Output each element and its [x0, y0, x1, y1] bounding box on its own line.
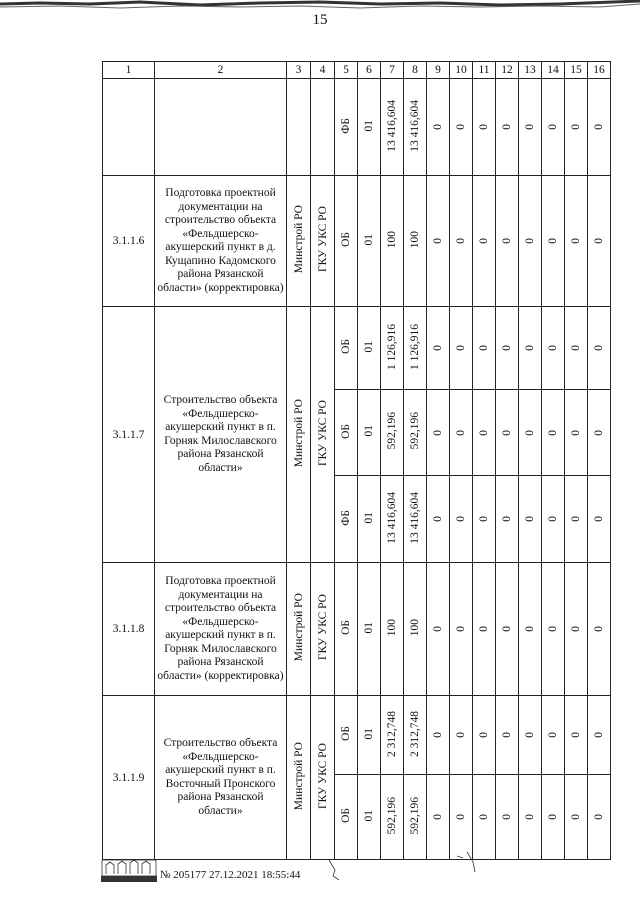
header-cell [155, 62, 287, 79]
zero-cell [427, 176, 450, 307]
header-cell-text: 8 [412, 64, 418, 76]
amount-cell [404, 696, 427, 775]
executor-cell [311, 79, 335, 176]
header-cell-text: 10 [455, 64, 467, 76]
zero-cell-text: 0 [478, 814, 490, 820]
amount-cell-text: 100 [409, 230, 421, 249]
zero-cell-text: 0 [547, 124, 559, 130]
source-cell-text: ОБ [340, 423, 352, 439]
zero-cell-text: 0 [455, 429, 467, 436]
amount-cell-text: 592,196 [409, 796, 421, 835]
table-row [103, 79, 611, 176]
amount-cell-text: 1 126,916 [386, 323, 398, 370]
zero-cell-text: 0 [524, 516, 536, 522]
amount-cell-text: 1 126,916 [409, 323, 421, 370]
zero-cell-text: 0 [432, 124, 444, 130]
government-emblem [100, 856, 158, 884]
item-description-text: Строительство объекта «Фельдшерско-акушерский пункт в п. Горняк Милославского района Рязанской области» [163, 394, 278, 474]
zero-cell-text: 0 [547, 238, 559, 244]
zero-cell [496, 390, 519, 476]
zero-cell-text: 0 [593, 814, 605, 820]
source-cell [335, 390, 358, 476]
header-cell-text: 16 [593, 64, 605, 76]
zero-cell [588, 476, 611, 563]
desc-cell [155, 79, 287, 176]
zero-cell-text: 0 [478, 429, 490, 436]
source-cell [335, 563, 358, 696]
kbk-cell-text: 01 [363, 340, 375, 353]
amount-cell [381, 563, 404, 696]
table-row [103, 563, 611, 696]
amount-cell-text: 592,196 [409, 412, 421, 450]
source-cell [335, 176, 358, 307]
zero-cell-text: 0 [478, 238, 490, 244]
responsible-cell [287, 79, 311, 176]
kbk-cell-text: 01 [363, 727, 375, 740]
amount-cell [381, 476, 404, 563]
executor-cell [311, 176, 335, 307]
kbk-cell-text: 01 [363, 425, 375, 437]
zero-cell-text: 0 [547, 429, 559, 436]
zero-cell-text: 0 [547, 626, 559, 632]
header-cell [588, 62, 611, 79]
source-cell [335, 307, 358, 390]
zero-cell-text: 0 [432, 814, 444, 820]
kbk-cell-text: 01 [363, 233, 375, 246]
zero-cell [427, 307, 450, 390]
zero-cell [450, 476, 473, 563]
zero-cell-text: 0 [455, 238, 467, 244]
kbk-cell [358, 176, 381, 307]
header-cell-text: 11 [478, 64, 490, 76]
source-cell [335, 775, 358, 860]
zero-cell-text: 0 [478, 626, 490, 632]
zero-cell-text: 0 [570, 732, 582, 738]
zero-cell [565, 79, 588, 176]
item-description [155, 696, 287, 860]
zero-cell [473, 563, 496, 696]
item-description-text: Подготовка проектной документации на строительство объекта «Фельдшерско-акушерский пункт в д. Кущапино Кадомского района Рязанской области» (корректировка) [157, 187, 284, 294]
zero-cell-text: 0 [501, 814, 513, 820]
header-cell [565, 62, 588, 79]
zero-cell-text: 0 [524, 814, 536, 820]
zero-cell-text: 0 [432, 732, 444, 738]
executor-cell [311, 563, 335, 696]
amount-cell-text: 13 416,604 [386, 491, 398, 544]
pen-mark [455, 850, 485, 880]
zero-cell [565, 307, 588, 390]
zero-cell [473, 390, 496, 476]
zero-cell [427, 563, 450, 696]
header-cell [311, 62, 335, 79]
item-description-text: Подготовка проектной документации на строительство объекта «Фельдшерско-акушерский пункт в п. Горняк Милославского района Рязанской области» (корректировка) [157, 575, 284, 682]
item-code-text: 3.1.1.7 [112, 428, 145, 441]
header-cell [287, 62, 311, 79]
zero-cell-text: 0 [478, 732, 490, 738]
zero-cell [519, 79, 542, 176]
zero-cell [473, 476, 496, 563]
amount-cell [404, 476, 427, 563]
zero-cell-text: 0 [593, 732, 605, 738]
zero-cell [496, 79, 519, 176]
header-cell-text: 3 [295, 64, 302, 76]
executor-cell [311, 696, 335, 860]
header-cell-text: 4 [319, 64, 326, 76]
zero-cell [542, 307, 565, 390]
header-cell-text: 2 [217, 64, 224, 76]
item-description [155, 563, 287, 696]
header-cell-text: 14 [547, 64, 559, 76]
zero-cell [427, 696, 450, 775]
amount-cell-text: 13 416,604 [386, 99, 398, 152]
kbk-cell-text: 01 [363, 621, 375, 634]
zero-cell [427, 476, 450, 563]
header-cell-text: 1 [125, 64, 132, 76]
amount-cell [381, 307, 404, 390]
executor-cell-text: ГКУ УКС РО [316, 399, 329, 467]
zero-cell-text: 0 [570, 124, 582, 130]
source-cell-text: ФБ [340, 117, 352, 134]
zero-cell [588, 176, 611, 307]
zero-cell [542, 176, 565, 307]
header-cell [358, 62, 381, 79]
responsible-cell-text: Минстрой РО [292, 398, 305, 468]
zero-cell-text: 0 [432, 345, 444, 351]
zero-cell-text: 0 [570, 516, 582, 522]
zero-cell [588, 696, 611, 775]
item-description [155, 307, 287, 563]
amount-cell [404, 79, 427, 176]
zero-cell-text: 0 [478, 516, 490, 522]
zero-cell-text: 0 [501, 732, 513, 738]
zero-cell [542, 696, 565, 775]
amount-cell-text: 2 312,748 [409, 710, 421, 757]
amount-cell-text: 592,196 [386, 796, 398, 835]
amount-cell [381, 390, 404, 476]
header-cell [103, 62, 155, 79]
zero-cell [588, 307, 611, 390]
responsible-cell [287, 696, 311, 860]
item-code [103, 307, 155, 563]
zero-cell-text: 0 [570, 626, 582, 632]
source-cell-text: ОБ [340, 620, 352, 635]
amount-cell-text: 592,196 [386, 412, 398, 450]
header-cell [381, 62, 404, 79]
zero-cell [565, 775, 588, 860]
zero-cell [496, 176, 519, 307]
kbk-cell-text: 01 [363, 511, 375, 524]
zero-cell [427, 775, 450, 860]
zero-cell-text: 0 [432, 626, 444, 632]
registration-stamp: № 205177 27.12.2021 18:55:44 [160, 869, 301, 881]
zero-cell-text: 0 [501, 516, 513, 522]
zero-cell [519, 176, 542, 307]
kbk-cell [358, 696, 381, 775]
executor-cell [311, 307, 335, 563]
source-cell [335, 79, 358, 176]
header-cell-text: 12 [501, 64, 513, 76]
item-code-text: 3.1.1.8 [112, 623, 145, 635]
zero-cell-text: 0 [570, 814, 582, 820]
zero-cell-text: 0 [432, 516, 444, 522]
footer [100, 856, 520, 886]
zero-cell [496, 307, 519, 390]
zero-cell-text: 0 [593, 516, 605, 522]
code-cell [103, 79, 155, 176]
header-cell-text: 13 [524, 64, 536, 76]
amount-cell-text: 13 416,604 [409, 99, 421, 152]
source-cell-text: ОБ [340, 232, 352, 247]
executor-cell-text: ГКУ УКС РО [316, 742, 329, 810]
zero-cell-text: 0 [501, 429, 513, 436]
zero-cell [519, 696, 542, 775]
amount-cell [381, 79, 404, 176]
zero-cell-text: 0 [547, 814, 559, 820]
responsible-cell-text: Минстрой РО [292, 205, 305, 274]
amount-cell [404, 563, 427, 696]
table-row [103, 696, 611, 775]
amount-cell [404, 307, 427, 390]
item-code [103, 563, 155, 696]
header-cell [519, 62, 542, 79]
zero-cell [542, 775, 565, 860]
zero-cell [450, 563, 473, 696]
executor-cell-text: ГКУ УКС РО [316, 206, 329, 273]
zero-cell [588, 775, 611, 860]
zero-cell [496, 696, 519, 775]
header-cell [496, 62, 519, 79]
zero-cell-text: 0 [501, 345, 513, 351]
amount-cell [381, 775, 404, 860]
zero-cell-text: 0 [432, 429, 444, 436]
zero-cell [450, 390, 473, 476]
header-cell [404, 62, 427, 79]
zero-cell-text: 0 [478, 124, 490, 130]
zero-cell-text: 0 [455, 345, 467, 351]
item-description-text: Строительство объекта «Фельдшерско-акушерский пункт в п. Восточный Пронского района Рязанской области» [163, 737, 278, 817]
zero-cell [565, 476, 588, 563]
kbk-cell [358, 476, 381, 563]
amount-cell [404, 390, 427, 476]
item-code [103, 696, 155, 860]
zero-cell [565, 696, 588, 775]
zero-cell [542, 563, 565, 696]
zero-cell-text: 0 [570, 429, 582, 436]
zero-cell [519, 476, 542, 563]
header-cell [427, 62, 450, 79]
source-cell-text: ОБ [340, 808, 352, 823]
zero-cell [450, 307, 473, 390]
zero-cell [496, 775, 519, 860]
zero-cell [450, 79, 473, 176]
zero-cell-text: 0 [524, 429, 536, 436]
source-cell [335, 696, 358, 775]
amount-cell [381, 696, 404, 775]
zero-cell-text: 0 [455, 124, 467, 130]
amount-cell [404, 176, 427, 307]
zero-cell [496, 476, 519, 563]
zero-cell-text: 0 [524, 124, 536, 130]
item-description [155, 176, 287, 307]
source-cell [335, 476, 358, 563]
zero-cell-text: 0 [524, 732, 536, 738]
zero-cell-text: 0 [593, 238, 605, 244]
kbk-cell-text: 01 [363, 809, 375, 822]
zero-cell [542, 79, 565, 176]
zero-cell [450, 775, 473, 860]
zero-cell [542, 390, 565, 476]
zero-cell [473, 696, 496, 775]
amount-cell-text: 100 [386, 618, 398, 637]
zero-cell [565, 563, 588, 696]
zero-cell-text: 0 [524, 345, 536, 351]
source-cell-text: ОБ [340, 726, 352, 741]
zero-cell-text: 0 [593, 626, 605, 632]
header-cell-text: 6 [366, 64, 372, 76]
responsible-cell-text: Минстрой РО [292, 741, 305, 811]
responsible-cell [287, 176, 311, 307]
zero-cell [427, 79, 450, 176]
zero-cell-text: 0 [455, 516, 467, 522]
kbk-cell [358, 563, 381, 696]
zero-cell-text: 0 [455, 732, 467, 738]
zero-cell-text: 0 [455, 626, 467, 632]
zero-cell-text: 0 [524, 626, 536, 632]
header-cell-text: 15 [570, 64, 582, 76]
zero-cell [542, 476, 565, 563]
page-number: 15 [312, 12, 328, 28]
zero-cell [519, 307, 542, 390]
zero-cell [473, 775, 496, 860]
zero-cell-text: 0 [547, 732, 559, 738]
amount-cell-text: 100 [409, 618, 421, 637]
header-cell [450, 62, 473, 79]
zero-cell [473, 307, 496, 390]
amount-cell-text: 100 [386, 230, 398, 249]
amount-cell-text: 13 416,604 [409, 491, 421, 544]
zero-cell-text: 0 [501, 238, 513, 244]
header-cell [335, 62, 358, 79]
kbk-cell-text: 01 [363, 119, 375, 132]
zero-cell-text: 0 [501, 124, 513, 130]
zero-cell [473, 176, 496, 307]
executor-cell-text: ГКУ УКС РО [316, 594, 329, 661]
header-row [103, 62, 611, 79]
zero-cell-text: 0 [593, 124, 605, 130]
header-cell-text: 7 [389, 64, 395, 76]
zero-cell [565, 390, 588, 476]
zero-cell [427, 390, 450, 476]
kbk-cell [358, 775, 381, 860]
table-row [103, 176, 611, 307]
zero-cell-text: 0 [547, 516, 559, 522]
responsible-cell-text: Минстрой РО [292, 593, 305, 662]
zero-cell [588, 79, 611, 176]
header-cell [542, 62, 565, 79]
table-row [103, 307, 611, 390]
source-cell-text: ФБ [340, 509, 352, 526]
header-cell [473, 62, 496, 79]
zero-cell [450, 696, 473, 775]
kbk-cell [358, 390, 381, 476]
zero-cell-text: 0 [570, 345, 582, 351]
zero-cell-text: 0 [593, 429, 605, 436]
zero-cell-text: 0 [478, 345, 490, 351]
responsible-cell [287, 307, 311, 563]
zero-cell [450, 176, 473, 307]
zero-cell [496, 563, 519, 696]
zero-cell-text: 0 [593, 345, 605, 351]
zero-cell-text: 0 [432, 238, 444, 244]
zero-cell [519, 563, 542, 696]
amount-cell-text: 2 312,748 [386, 710, 398, 757]
zero-cell [473, 79, 496, 176]
funding-table [102, 61, 611, 860]
source-cell-text: ОБ [340, 339, 352, 354]
zero-cell [565, 176, 588, 307]
zero-cell-text: 0 [547, 345, 559, 351]
zero-cell-text: 0 [524, 238, 536, 244]
zero-cell [588, 390, 611, 476]
item-code [103, 176, 155, 307]
pen-mark [325, 856, 355, 882]
zero-cell-text: 0 [501, 626, 513, 632]
zero-cell-text: 0 [570, 238, 582, 244]
item-code-text: 3.1.1.9 [112, 771, 145, 784]
header-cell-text: 9 [435, 64, 441, 76]
zero-cell [519, 775, 542, 860]
header-cell-text: 5 [343, 64, 349, 76]
kbk-cell [358, 79, 381, 176]
zero-cell [588, 563, 611, 696]
zero-cell [519, 390, 542, 476]
zero-cell-text: 0 [455, 814, 467, 820]
item-code-text: 3.1.1.6 [112, 235, 145, 247]
amount-cell [381, 176, 404, 307]
responsible-cell [287, 563, 311, 696]
amount-cell [404, 775, 427, 860]
kbk-cell [358, 307, 381, 390]
